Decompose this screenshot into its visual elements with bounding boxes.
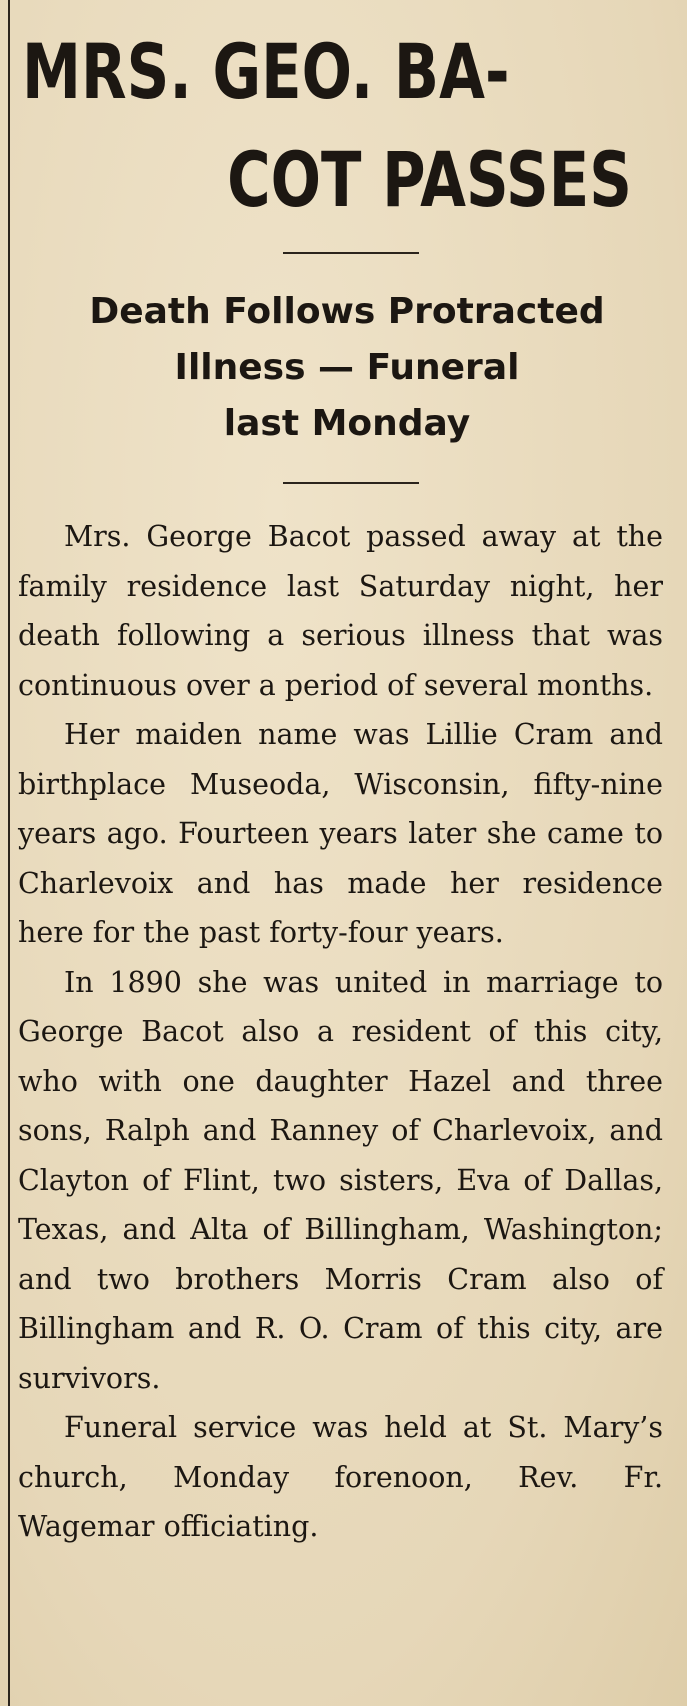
article-paragraph: Funeral service was held at St. Mary’s church, Monday forenoon, Rev. Fr. Wagemar officiating.: [18, 1411, 663, 1543]
headline-line-1: MRS. GEO. BA-: [22, 27, 510, 116]
headline: [22, 18, 632, 234]
subheadline-line-2: Illness — Funeral: [174, 347, 520, 388]
article-paragraph: Mrs. George Bacot passed away at the family residence last Saturday night, her death following a serious illness that was continuous over a period of several months.: [18, 520, 663, 702]
column-rule: [8, 0, 10, 1706]
subheadline: [12, 284, 682, 452]
headline-divider: [283, 252, 419, 254]
subheadline-line-1: Death Follows Protracted: [89, 291, 605, 332]
subhead-divider: [283, 482, 419, 484]
article-paragraph: In 1890 she was united in marriage to George Bacot also a resident of this city, who with one daughter Hazel and three sons, Ralph and Ranney of Charlevoix, and Clayton of Flint, two sisters, Eva of Dallas, Texas, and Alta of Billingham, Washington; and two brothers Morris Cram also of Billingham and R. O. Cram of this city, are survivors.: [18, 965, 663, 1395]
subheadline-line-3: last Monday: [223, 403, 471, 444]
headline-line-2: COT PASSES: [227, 135, 632, 224]
article-paragraph: Her maiden name was Lillie Cram and birthplace Museoda, Wisconsin, fifty-nine years ago. Fourteen years later she came to Charlevoix and has made her residence here for the past forty-four years.: [18, 718, 663, 949]
article-body: [18, 512, 663, 1552]
